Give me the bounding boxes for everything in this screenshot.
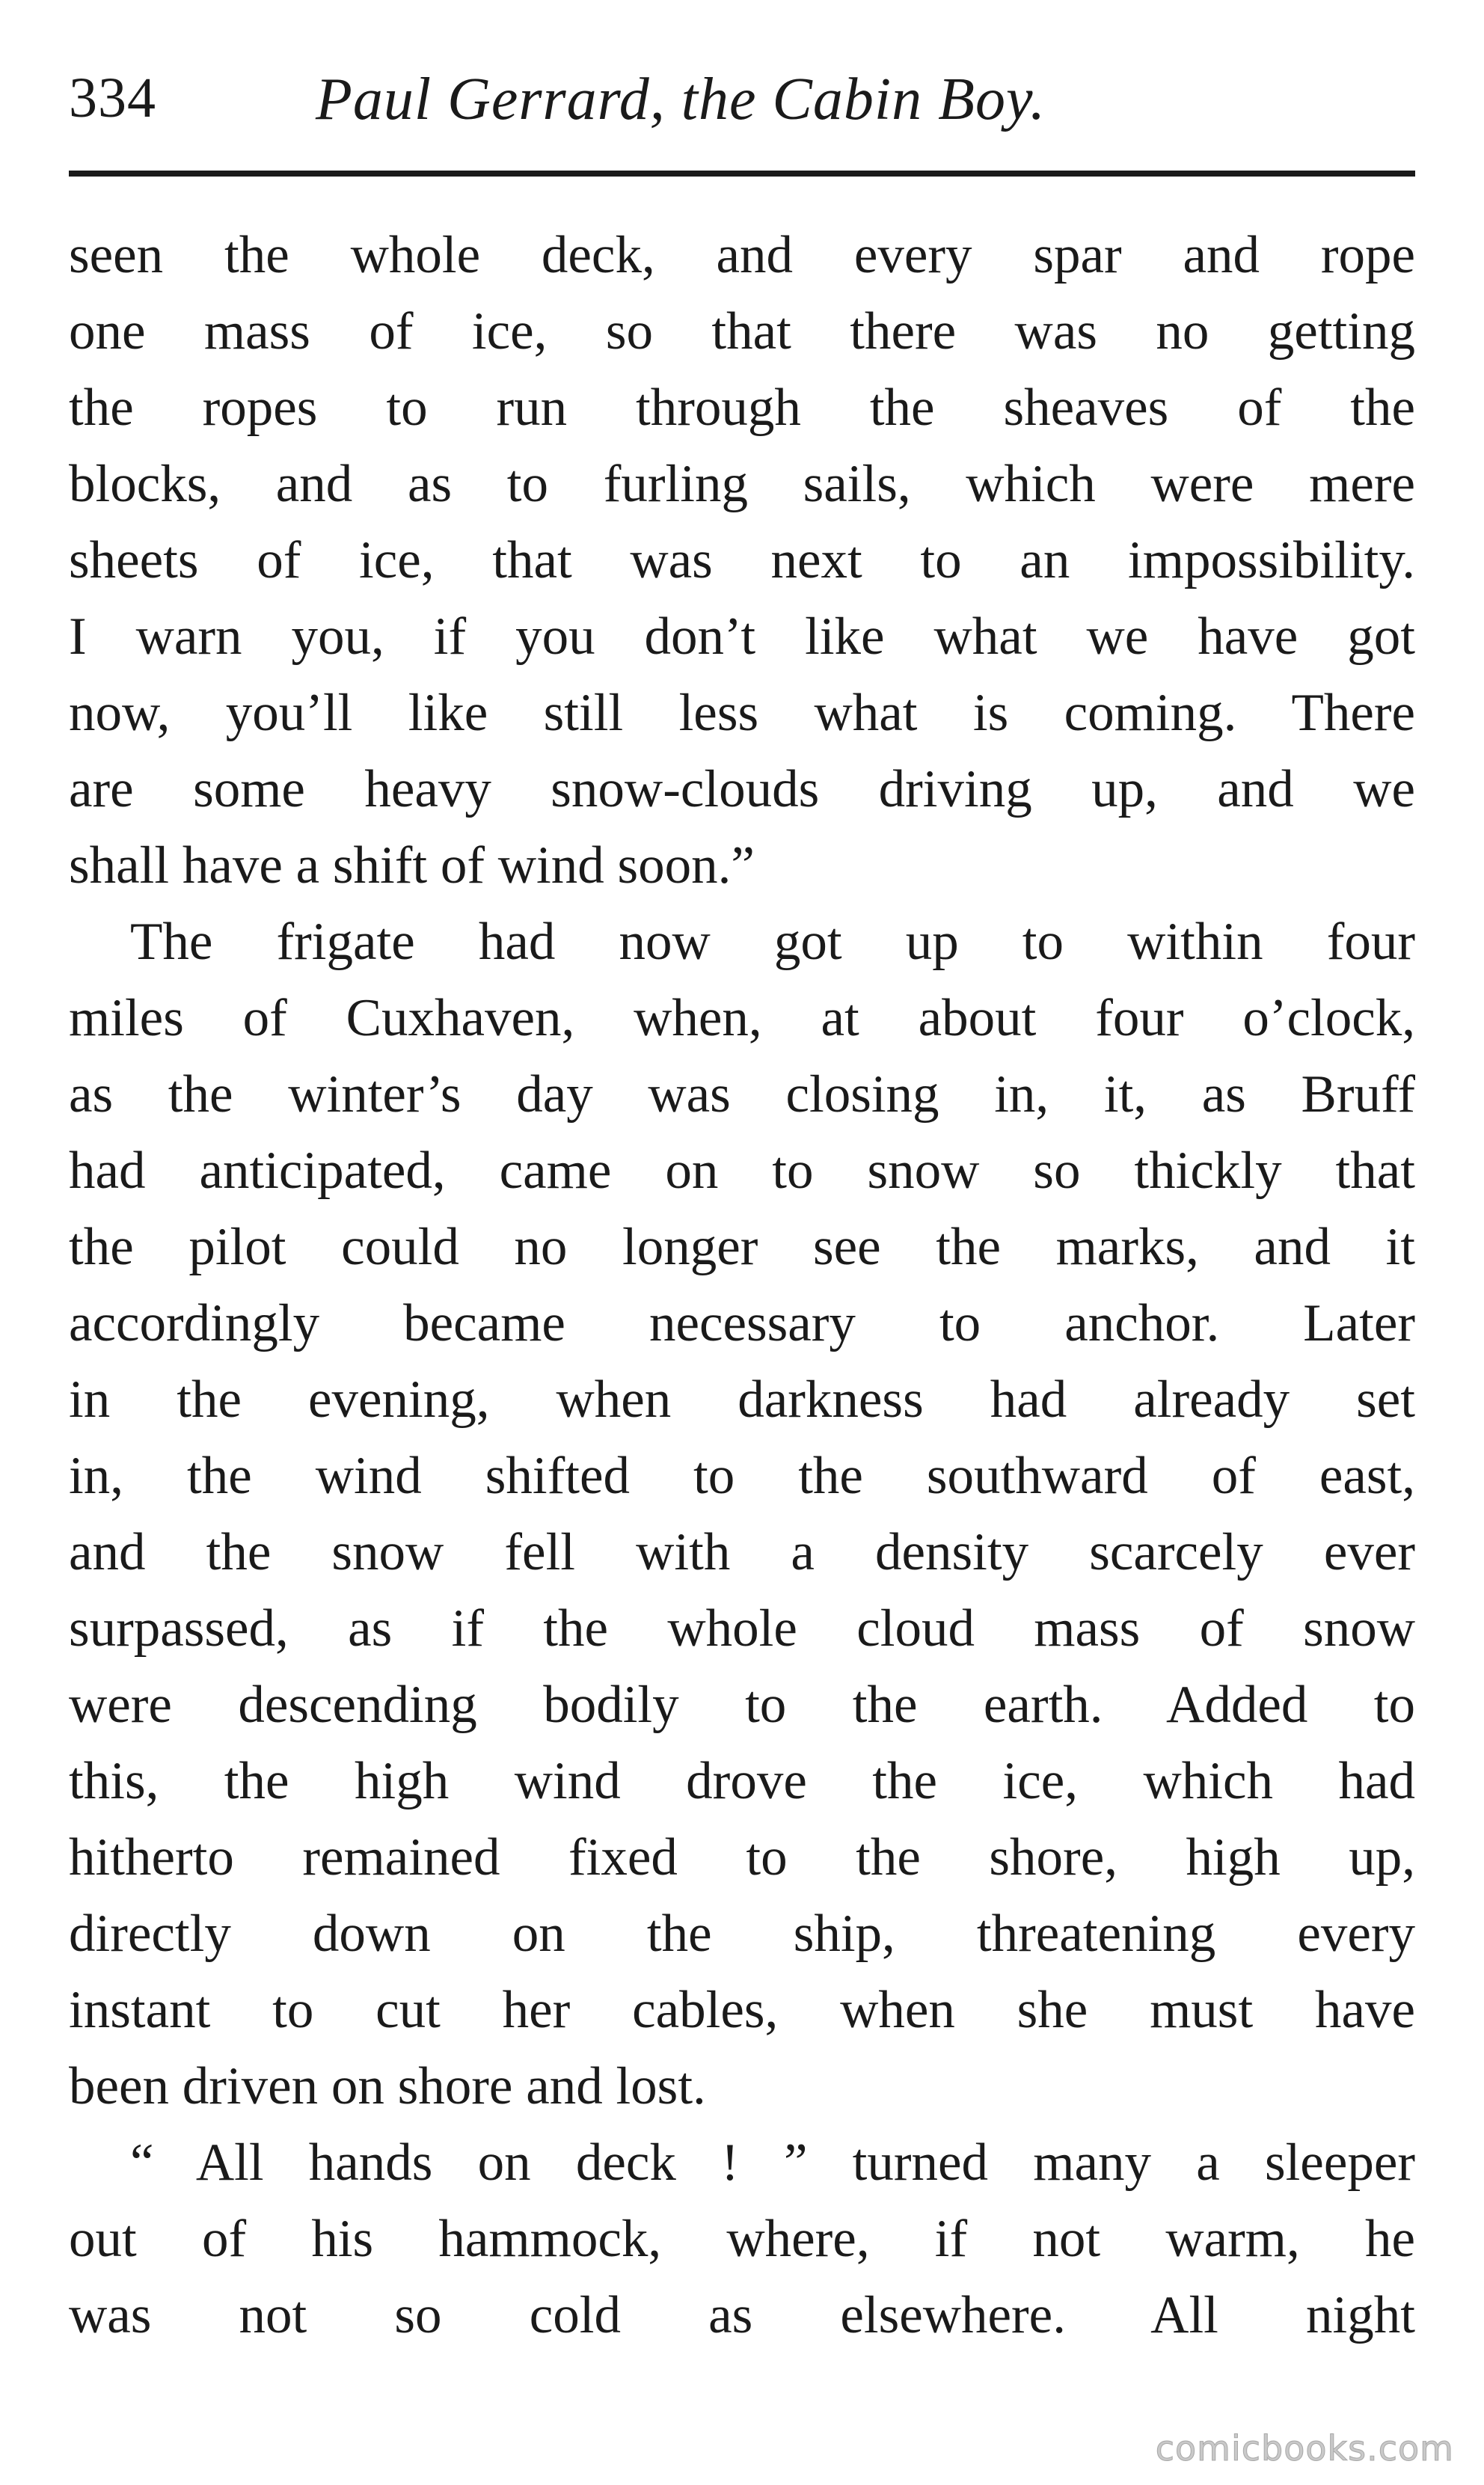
text-line: the pilot could no longer see the marks, and it <box>69 1218 1415 1276</box>
text-line: I warn you, if you don’t like what we have got <box>69 607 1415 666</box>
watermark: comicbooks.com <box>1155 2428 1454 2469</box>
header-rule <box>69 171 1415 177</box>
text-line: the ropes to run through the sheaves of the <box>69 379 1415 437</box>
book-page <box>69 52 1415 2446</box>
text-line: sheets of ice, that was next to an impossibility. <box>69 531 1415 589</box>
text-line: “ All hands on deck ! ” turned many a sleeper <box>130 2133 1415 2192</box>
text-line: shall have a shift of wind soon.” <box>69 836 755 895</box>
page-header <box>69 52 1415 165</box>
text-line: had anticipated, came on to snow so thickly that <box>69 1142 1415 1200</box>
text-line: directly down on the ship, threatening every <box>69 1905 1415 1963</box>
text-line: was not so cold as elsewhere. All night <box>69 2286 1415 2344</box>
text-line: miles of Cuxhaven, when, at about four o’clock, <box>69 989 1415 1047</box>
text-line: are some heavy snow-clouds driving up, and we <box>69 760 1415 818</box>
text-line: one mass of ice, so that there was no getting <box>69 302 1415 361</box>
text-line: were descending bodily to the earth. Added to <box>69 1676 1415 1734</box>
body-text <box>69 217 1415 2353</box>
text-line: out of his hammock, where, if not warm, he <box>69 2210 1415 2268</box>
text-line: accordingly became necessary to anchor. Later <box>69 1294 1415 1352</box>
page-number: 334 <box>69 67 156 129</box>
text-line: The frigate had now got up to within four <box>130 913 1415 971</box>
text-line: hitherto remained fixed to the shore, high up, <box>69 1828 1415 1887</box>
text-line: instant to cut her cables, when she must have <box>69 1981 1415 2039</box>
running-title: Paul Gerrard, the Cabin Boy. <box>316 67 1046 132</box>
text-line: surpassed, as if the whole cloud mass of snow <box>69 1599 1415 1658</box>
text-line: blocks, and as to furling sails, which were mere <box>69 455 1415 513</box>
text-line: this, the high wind drove the ice, which had <box>69 1752 1415 1810</box>
text-line: been driven on shore and lost. <box>69 2057 706 2115</box>
text-line: now, you’ll like still less what is coming. There <box>69 684 1415 742</box>
text-line: in the evening, when darkness had already set <box>69 1370 1415 1429</box>
text-line: in, the wind shifted to the southward of east, <box>69 1447 1415 1505</box>
text-line: as the winter’s day was closing in, it, as Bruff <box>69 1065 1415 1124</box>
text-line: seen the whole deck, and every spar and rope <box>69 226 1415 284</box>
text-line: and the snow fell with a density scarcely ever <box>69 1523 1415 1581</box>
